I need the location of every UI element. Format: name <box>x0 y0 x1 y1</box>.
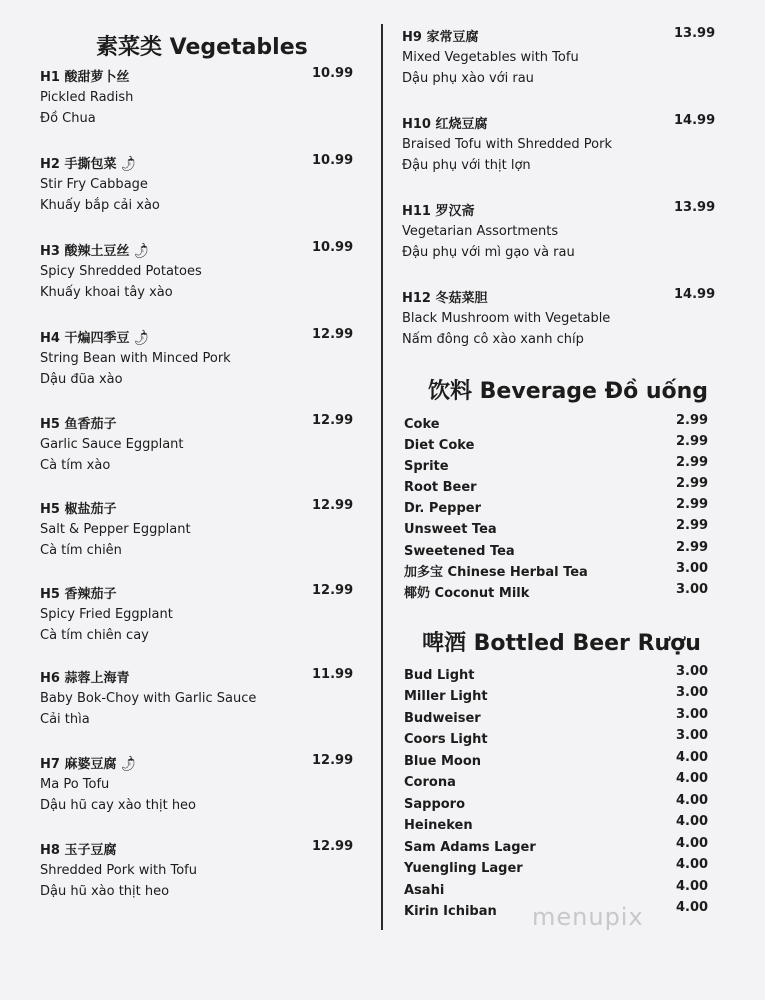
item-price: 10.99 <box>312 66 354 81</box>
menupix-watermark: menupix <box>532 903 644 931</box>
beer-price: 4.00 <box>676 836 709 851</box>
menu-item-h2 <box>40 153 360 216</box>
item-name-cn: H3 酸辣土豆丝 <box>40 244 130 259</box>
beverage-price: 3.00 <box>676 561 709 576</box>
item-name-vi: Dậu hũ cay xào thịt heo <box>40 798 197 813</box>
item-name-cn: H2 手撕包菜 <box>40 157 117 172</box>
beer-price: 3.00 <box>676 664 709 679</box>
beverage-row <box>404 497 709 518</box>
item-name-vi: Đậu phụ với mì gạo và rau <box>402 245 575 260</box>
vegetables-title: 素菜类 Vegetables <box>96 35 308 60</box>
item-price: 12.99 <box>312 583 354 598</box>
item-name-vi: Cà tím chiên cay <box>40 628 149 643</box>
menu-item-h7 <box>40 753 360 816</box>
item-name-en: String Bean with Minced Pork <box>40 351 231 366</box>
menu-item-h5-salt-pepper <box>40 498 360 561</box>
item-name-en: Vegetarian Assortments <box>402 224 559 239</box>
item-name-en: Baby Bok-Choy with Garlic Sauce <box>40 691 257 706</box>
beer-row <box>404 664 709 685</box>
menu-item-h3 <box>40 240 360 303</box>
beverage-title: 饮料 Beverage Đồ uống <box>428 379 709 404</box>
item-name-cn: H5 鱼香茄子 <box>40 417 117 432</box>
menu-item-h10 <box>402 113 716 176</box>
item-name-en: Garlic Sauce Eggplant <box>40 437 184 452</box>
item-name-vi: Dậu đũa xào <box>40 372 123 387</box>
item-name-vi: Cải thìa <box>40 712 90 727</box>
item-name-cn: H12 冬菇菜胆 <box>402 291 488 306</box>
beverage-price: 2.99 <box>676 413 709 428</box>
beverage-name: Unsweet Tea <box>404 522 497 537</box>
beverage-name: Dr. Pepper <box>404 501 481 516</box>
beer-price: 4.00 <box>676 814 709 829</box>
item-price: 12.99 <box>312 753 354 768</box>
item-name-en: Spicy Fried Eggplant <box>40 607 173 622</box>
item-name-cn: H6 蒜蓉上海青 <box>40 671 130 686</box>
beer-price: 4.00 <box>676 900 709 915</box>
item-price: 13.99 <box>674 200 716 215</box>
beverage-row <box>404 582 709 603</box>
beer-row <box>404 728 709 749</box>
beer-price: 4.00 <box>676 857 709 872</box>
beverage-row <box>404 476 709 497</box>
menu-item-h1 <box>40 66 360 129</box>
item-name-vi: Cà tím xào <box>40 458 111 473</box>
beverage-row <box>404 455 709 476</box>
beer-row <box>404 879 709 900</box>
beverage-row <box>404 518 709 539</box>
beer-row <box>404 857 709 878</box>
item-name-en: Salt & Pepper Eggplant <box>40 522 191 537</box>
beer-row <box>404 685 709 706</box>
beer-name: Yuengling Lager <box>404 861 523 876</box>
item-name-cn: H5 香辣茄子 <box>40 587 117 602</box>
beer-name: Miller Light <box>404 689 488 704</box>
item-name-cn: H7 麻婆豆腐 <box>40 757 117 772</box>
item-price: 14.99 <box>674 113 716 128</box>
beer-row <box>404 707 709 728</box>
item-price: 12.99 <box>312 327 354 342</box>
beverage-row <box>404 561 709 582</box>
item-name-vi: Khuấy bắp cải xào <box>40 198 160 213</box>
beer-name: Budweiser <box>404 711 481 726</box>
chili-pepper-icon: 🌶 <box>118 154 140 175</box>
item-name-cn: H8 玉子豆腐 <box>40 843 117 858</box>
item-name-en: Mixed Vegetables with Tofu <box>402 50 579 65</box>
menu-item-h8 <box>40 839 360 902</box>
beer-price: 3.00 <box>676 728 709 743</box>
beer-name: Sam Adams Lager <box>404 840 536 855</box>
beer-name: Sapporo <box>404 797 466 812</box>
chili-pepper-icon: 🌶 <box>118 754 140 775</box>
item-price: 10.99 <box>312 240 354 255</box>
menu-item-h12 <box>402 287 716 350</box>
beer-row <box>404 771 709 792</box>
item-name-vi: Dậu phụ xào với rau <box>402 71 534 86</box>
item-price: 12.99 <box>312 839 354 854</box>
beer-name: Asahi <box>404 883 445 898</box>
item-name-en: Stir Fry Cabbage <box>40 177 148 192</box>
beer-price: 4.00 <box>676 771 709 786</box>
menu-item-h5-garlic <box>40 413 360 476</box>
item-name-en: Pickled Radish <box>40 90 134 105</box>
beer-name: Corona <box>404 775 456 790</box>
beverage-price: 2.99 <box>676 540 709 555</box>
beverage-price: 2.99 <box>676 455 709 470</box>
item-price: 12.99 <box>312 498 354 513</box>
beverage-name: 加多宝 Chinese Herbal Tea <box>404 565 588 580</box>
beer-title: 啤酒 Bottled Beer Rượu <box>422 631 701 656</box>
beer-price: 3.00 <box>676 685 709 700</box>
item-name-vi: Đậu phụ với thịt lợn <box>402 158 531 173</box>
beverage-price: 2.99 <box>676 497 709 512</box>
beer-price: 4.00 <box>676 750 709 765</box>
item-name-cn: H11 罗汉斋 <box>402 204 475 219</box>
menu-item-h5-spicy <box>40 583 360 646</box>
beer-name: Coors Light <box>404 732 488 747</box>
beverage-price: 2.99 <box>676 434 709 449</box>
item-name-vi: Nấm đông cô xào xanh chíp <box>402 332 584 347</box>
beer-row <box>404 793 709 814</box>
beverage-name: Sweetened Tea <box>404 544 515 559</box>
item-name-en: Shredded Pork with Tofu <box>40 863 197 878</box>
beverage-row <box>404 434 709 455</box>
beverage-name: Root Beer <box>404 480 477 495</box>
beverage-name: Sprite <box>404 459 449 474</box>
beer-name: Bud Light <box>404 668 475 683</box>
beer-row <box>404 836 709 857</box>
item-name-vi: Khuấy khoai tây xào <box>40 285 173 300</box>
menu-item-h6 <box>40 667 360 730</box>
beverage-price: 3.00 <box>676 582 709 597</box>
item-name-vi: Dậu hũ xào thịt heo <box>40 884 170 899</box>
item-name-vi: Cà tím chiên <box>40 543 122 558</box>
item-name-en: Spicy Shredded Potatoes <box>40 264 202 279</box>
item-name-cn: H4 干煸四季豆 <box>40 331 130 346</box>
item-name-cn: H10 红烧豆腐 <box>402 117 488 132</box>
item-name-en: Ma Po Tofu <box>40 777 110 792</box>
beer-price: 4.00 <box>676 879 709 894</box>
item-name-en: Braised Tofu with Shredded Pork <box>402 137 612 152</box>
beverage-name: 椰奶 Coconut Milk <box>404 586 530 601</box>
item-price: 14.99 <box>674 287 716 302</box>
beer-name: Heineken <box>404 818 473 833</box>
column-divider <box>381 24 383 930</box>
item-price: 10.99 <box>312 153 354 168</box>
item-price: 13.99 <box>674 26 716 41</box>
item-price: 11.99 <box>312 667 354 682</box>
beer-name: Kirin Ichiban <box>404 904 497 919</box>
beer-name: Blue Moon <box>404 754 482 769</box>
chili-pepper-icon: 🌶 <box>131 241 153 262</box>
beverage-price: 2.99 <box>676 476 709 491</box>
beverage-name: Coke <box>404 417 440 432</box>
item-price: 12.99 <box>312 413 354 428</box>
item-name-en: Black Mushroom with Vegetable <box>402 311 611 326</box>
beer-row <box>404 814 709 835</box>
beverage-price: 2.99 <box>676 518 709 533</box>
beer-price: 3.00 <box>676 707 709 722</box>
item-name-cn: H5 椒盐茄子 <box>40 502 117 517</box>
beer-price: 4.00 <box>676 793 709 808</box>
beverage-name: Diet Coke <box>404 438 475 453</box>
item-name-vi: Đồ Chua <box>40 111 96 126</box>
menu-item-h4 <box>40 327 360 390</box>
item-name-cn: H9 家常豆腐 <box>402 30 479 45</box>
chili-pepper-icon: 🌶 <box>131 328 153 349</box>
item-name-cn: H1 酸甜萝卜丝 <box>40 70 130 85</box>
menu-item-h9 <box>402 26 716 89</box>
menu-item-h11 <box>402 200 716 263</box>
beer-row <box>404 750 709 771</box>
beverage-row <box>404 540 709 561</box>
beverage-row <box>404 413 709 434</box>
